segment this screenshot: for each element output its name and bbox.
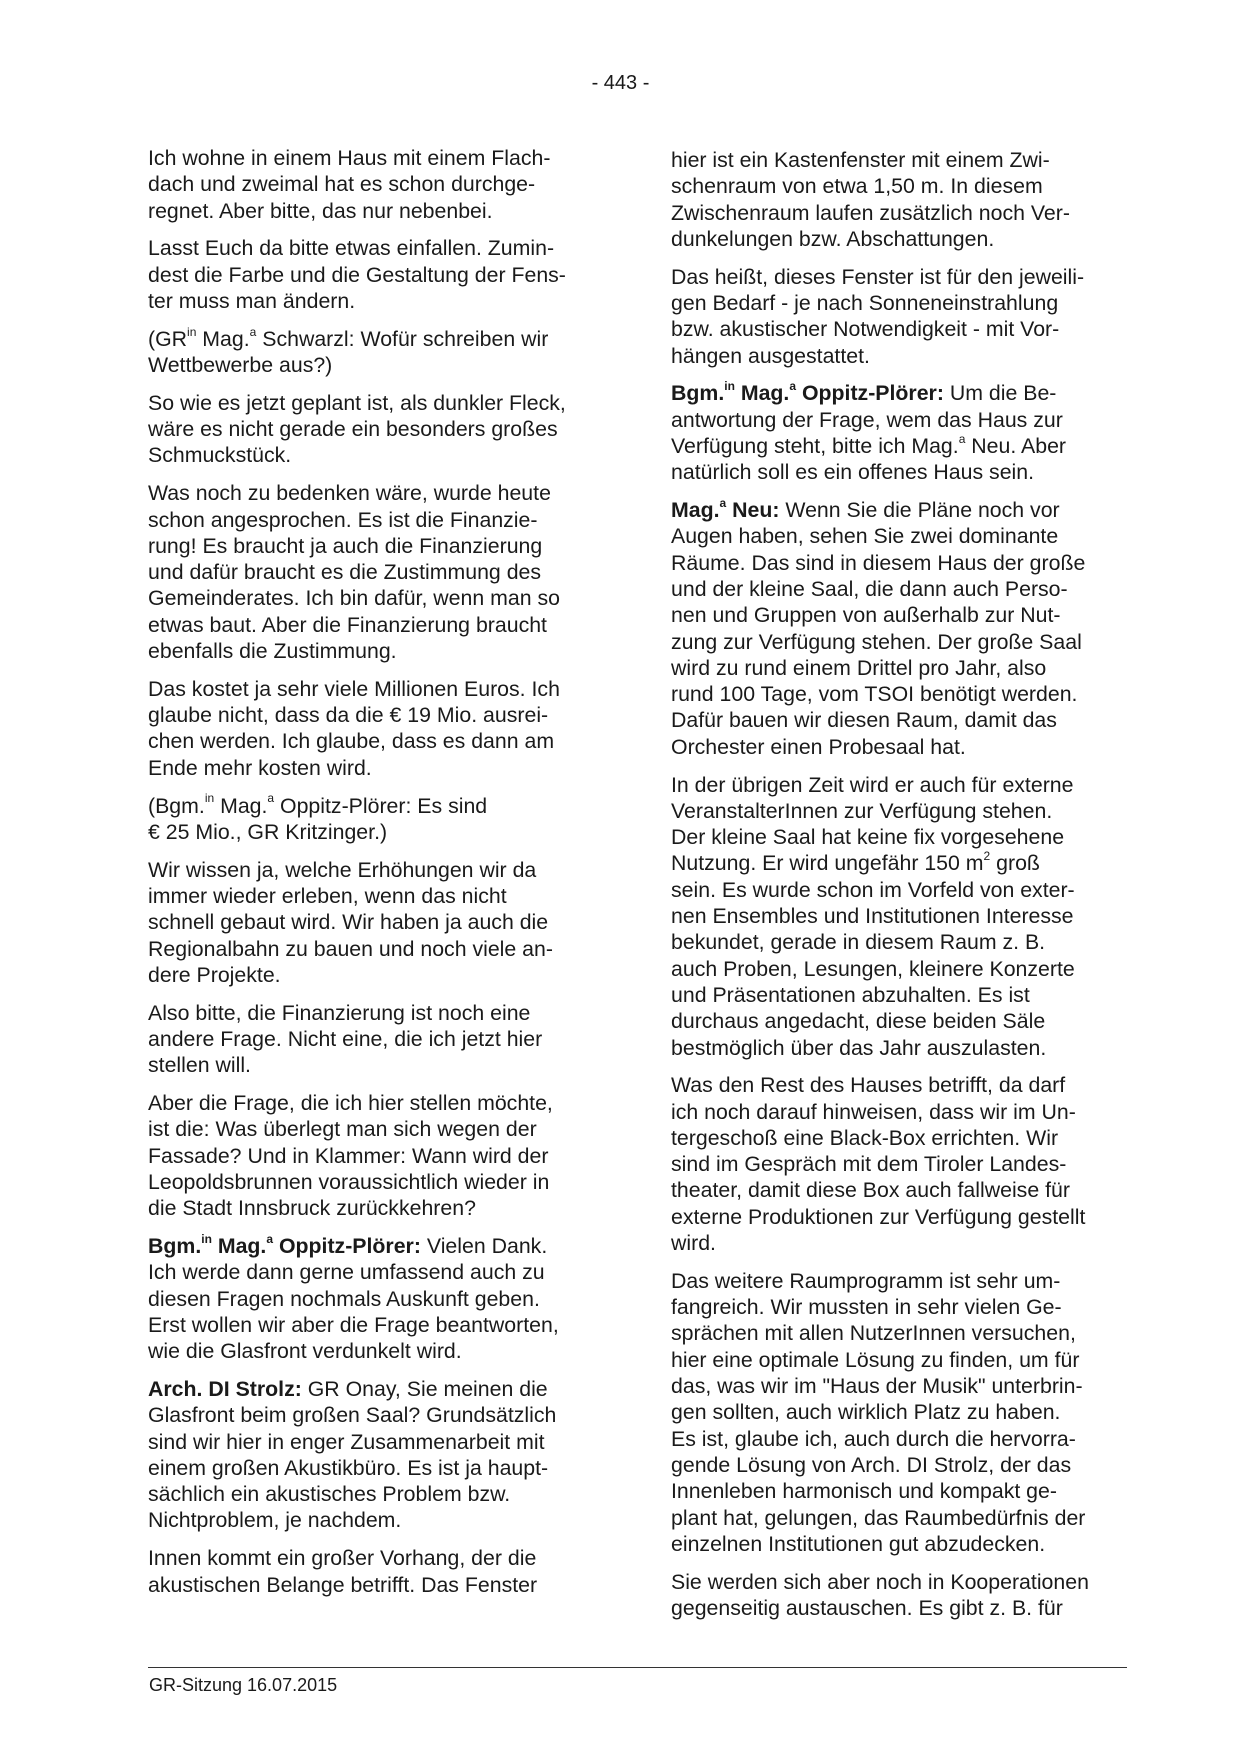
text-run: Mag. — [734, 381, 790, 406]
page-number: - 443 - — [591, 72, 650, 94]
text-line: rung! Es braucht ja auch die Finanzierung — [148, 533, 543, 558]
superscript: a — [719, 495, 727, 510]
paragraph — [671, 264, 1123, 369]
text-line: ich noch darauf hinweisen, dass wir im Un- — [671, 1099, 1076, 1124]
paragraph — [671, 497, 1123, 760]
text-run: Mag. — [211, 1233, 267, 1258]
text-line: Fassade? Und in Klammer: Wann wird der — [148, 1143, 549, 1168]
text-run: VeranstalterInnen zur Verfügung stehen. — [671, 798, 1053, 823]
text-line: So wie es jetzt geplant ist, als dunkler Fleck, — [148, 390, 566, 415]
paragraph — [148, 480, 600, 664]
text-run: Mag. — [196, 326, 250, 351]
text-line: schon angesprochen. Es ist die Finanzie- — [148, 507, 538, 532]
text-line: wäre es nicht gerade ein besonders großes — [148, 417, 558, 442]
text-line: Was noch zu bedenken wäre, wurde heute — [148, 481, 551, 506]
text-run: Wenn Sie die Pläne noch vor — [779, 498, 1060, 523]
text-run: Erst wollen wir aber die Frage beantworten, — [148, 1312, 559, 1337]
text-line: einzelnen Institutionen gut abzudecken. — [671, 1531, 1046, 1556]
paragraph — [671, 1569, 1123, 1622]
superscript: a — [266, 1231, 274, 1246]
text-line: gen Bedarf - je nach Sonneneinstrahlung — [671, 290, 1059, 315]
superscript: a — [789, 379, 797, 394]
superscript: in — [201, 1231, 212, 1246]
text-line: wird. — [671, 1231, 716, 1256]
text-line: Leopoldsbrunnen voraussichtlich wieder in — [148, 1169, 550, 1194]
text-line: Innenleben harmonisch und kompakt ge- — [671, 1479, 1057, 1504]
text-run: und Präsentationen abzuhalten. Es ist — [671, 982, 1030, 1007]
paragraph — [148, 235, 600, 314]
text-run: Orchester einen Probesaal hat. — [671, 734, 966, 759]
text-line: dest die Farbe und die Gestaltung der Fens- — [148, 262, 566, 287]
paragraph — [148, 326, 600, 379]
text-run: Neu: — [726, 498, 780, 523]
superscript: a — [249, 324, 257, 339]
text-line: Regionalbahn zu bauen und noch viele an- — [148, 936, 553, 961]
paragraph — [148, 390, 600, 469]
text-run: Der kleine Saal hat keine fix vorgesehene — [671, 825, 1065, 850]
text-line: hier eine optimale Lösung zu finden, um für — [671, 1347, 1080, 1372]
text-line: dach und zweimal hat es schon durchge- — [148, 172, 536, 197]
text-line: sind im Gespräch mit dem Tiroler Landes- — [671, 1152, 1067, 1177]
text-run: Arch. DI Strolz: — [148, 1376, 302, 1401]
left-column — [148, 145, 600, 1609]
text-line: ter muss man ändern. — [148, 288, 356, 313]
paragraph — [148, 676, 600, 781]
text-run: zung zur Verfügung stehen. Der große Saal — [671, 629, 1082, 654]
text-line: externe Produktionen zur Verfügung gestellt — [671, 1204, 1086, 1229]
text-run: € 25 Mio., GR Kritzinger.) — [148, 819, 388, 844]
text-run: Nutzung. Er wird ungefähr 150 m — [671, 851, 984, 876]
text-line: Das heißt, dieses Fenster ist für den jeweili- — [671, 264, 1085, 289]
text-run: Räume. Das sind in diesem Haus der große — [671, 550, 1086, 575]
text-run: diesen Fragen nochmals Auskunft geben. — [148, 1286, 540, 1311]
text-line: Also bitte, die Finanzierung ist noch eine — [148, 1000, 531, 1025]
text-run: Ich werde dann gerne umfassend auch zu — [148, 1260, 545, 1285]
text-line: etwas baut. Aber die Finanzierung braucht — [148, 612, 547, 637]
text-run: Vielen Dank. — [420, 1233, 548, 1258]
text-line: gegenseitig austauschen. Es gibt z. B. für — [671, 1595, 1063, 1620]
text-line: gende Lösung von Arch. DI Strolz, der das — [671, 1452, 1072, 1477]
text-run: In der übrigen Zeit wird er auch für externe — [671, 772, 1074, 797]
text-line: akustischen Belange betrifft. Das Fenster — [148, 1572, 538, 1597]
text-run: Wettbewerbe aus?) — [148, 353, 333, 378]
text-line: dere Projekte. — [148, 962, 281, 987]
text-run: Schwarzl: Wofür schreiben wir — [256, 326, 549, 351]
text-run: sein. Es wurde schon im Vorfeld von exter- — [671, 877, 1075, 902]
text-line: schnell gebaut wird. Wir haben ja auch die — [148, 910, 549, 935]
text-run: einem großen Akustikbüro. Es ist ja haupt- — [148, 1455, 549, 1480]
text-line: Ich wohne in einem Haus mit einem Flach- — [148, 146, 551, 170]
text-run: wie die Glasfront verdunkelt wird. — [148, 1339, 462, 1364]
text-run: Um die Be- — [943, 381, 1057, 406]
text-line: fangreich. Wir mussten in sehr vielen Ge- — [671, 1295, 1062, 1320]
text-line: sprächen mit allen NutzerInnen versuchen, — [671, 1321, 1076, 1346]
text-line: Innen kommt ein großer Vorhang, der die — [148, 1546, 537, 1571]
text-run: Mag. — [671, 498, 720, 523]
right-column — [671, 147, 1123, 1633]
footer-session-date: GR-Sitzung 16.07.2015 — [149, 1675, 338, 1695]
text-run: sind wir hier in enger Zusammenarbeit mit — [148, 1429, 545, 1454]
paragraph — [671, 772, 1123, 1061]
text-line: Das kostet ja sehr viele Millionen Euros. Ich — [148, 676, 560, 701]
text-run: Glasfront beim großen Saal? Grundsätzlich — [148, 1403, 557, 1428]
text-run: durchaus angedacht, diese beiden Säle — [671, 1009, 1046, 1034]
text-run: Neu. Aber — [965, 433, 1067, 458]
text-run: auch Proben, Lesungen, kleinere Konzerte — [671, 956, 1075, 981]
superscript: a — [267, 791, 275, 806]
text-run: (GR — [148, 326, 188, 351]
text-run: antwortung der Frage, wem das Haus zur — [671, 407, 1063, 432]
text-run: bestmöglich über das Jahr auszulasten. — [671, 1035, 1047, 1060]
text-line: Gemeinderates. Ich bin dafür, wenn man so — [148, 586, 560, 611]
text-line: hängen ausgestattet. — [671, 343, 870, 368]
text-run: Verfügung steht, bitte ich Mag. — [671, 433, 959, 458]
text-run: nen und Gruppen von außerhalb zur Nut- — [671, 603, 1061, 628]
paragraph — [148, 1090, 600, 1221]
text-run: Bgm. — [671, 381, 725, 406]
text-line: Das weitere Raumprogramm ist sehr um- — [671, 1268, 1061, 1293]
text-line: immer wieder erleben, wenn das nicht — [148, 883, 507, 908]
text-run: rund 100 Tage, vom TSOI benötigt werden. — [671, 682, 1078, 707]
text-line: Zwischenraum laufen zusätzlich noch Ver- — [671, 200, 1070, 225]
text-line: ebenfalls die Zustimmung. — [148, 639, 397, 664]
text-run: sächlich ein akustisches Problem bzw. — [148, 1482, 511, 1507]
text-line: bzw. akustischer Notwendigkeit - mit Vor- — [671, 317, 1060, 342]
paragraph — [671, 1268, 1123, 1557]
text-line: tergeschoß eine Black-Box errichten. Wir — [671, 1125, 1059, 1150]
text-line: Aber die Frage, die ich hier stellen möchte, — [148, 1091, 553, 1115]
paragraph — [148, 1233, 600, 1364]
text-line: gen sollten, auch wirklich Platz zu haben. — [671, 1400, 1061, 1425]
text-line: Es ist, glaube ich, auch durch die hervorra- — [671, 1426, 1076, 1451]
paragraph — [671, 147, 1123, 252]
superscript: in — [724, 379, 735, 394]
paragraph — [671, 1072, 1123, 1256]
text-line: Was den Rest des Hauses betrifft, da darf — [671, 1073, 1066, 1098]
text-line: regnet. Aber bitte, das nur nebenbei. — [148, 198, 493, 223]
text-run: nen Ensembles und Institutionen Interesse — [671, 904, 1074, 929]
footer-divider — [148, 1667, 1127, 1668]
text-line: stellen will. — [148, 1053, 251, 1078]
text-line: Sie werden sich aber noch in Kooperationen — [671, 1569, 1089, 1594]
text-line: ist die: Was überlegt man sich wegen der — [148, 1117, 537, 1142]
text-line: plant hat, gelungen, das Raumbedürfnis der — [671, 1505, 1086, 1530]
text-run: bekundet, gerade in diesem Raum z. B. — [671, 930, 1046, 955]
text-line: chen werden. Ich glaube, dass es dann am — [148, 729, 555, 754]
paragraph — [148, 1376, 600, 1534]
text-line: schenraum von etwa 1,50 m. In diesem — [671, 174, 1043, 199]
text-line: Lasst Euch da bitte etwas einfallen. Zumin- — [148, 236, 555, 261]
text-line: das, was wir im "Haus der Musik" unterbrin- — [671, 1374, 1083, 1399]
superscript: a — [958, 431, 966, 446]
superscript: in — [204, 791, 215, 806]
text-line: dunkelungen bzw. Abschattungen. — [671, 226, 995, 251]
text-run: groß — [990, 851, 1040, 876]
text-run: Oppitz-Plörer: — [273, 1233, 421, 1258]
text-run: und der kleine Saal, die dann auch Perso- — [671, 576, 1068, 601]
text-line: andere Frage. Nicht eine, die ich jetzt hier — [148, 1026, 543, 1051]
text-run: Nichtproblem, je nachdem. — [148, 1508, 402, 1533]
text-run: Bgm. — [148, 1233, 202, 1258]
text-line: und dafür braucht es die Zustimmung des — [148, 560, 542, 585]
text-run: Mag. — [214, 793, 268, 818]
superscript: 2 — [983, 849, 991, 864]
paragraph — [148, 857, 600, 988]
text-run: Dafür bauen wir diesen Raum, damit das — [671, 708, 1057, 733]
text-run: Augen haben, sehen Sie zwei dominante — [671, 524, 1059, 549]
text-line: Ende mehr kosten wird. — [148, 755, 372, 780]
paragraph — [148, 145, 600, 224]
text-line: Schmuckstück. — [148, 443, 292, 468]
text-run: GR Onay, Sie meinen die — [301, 1376, 548, 1401]
text-run: Oppitz-Plörer: Es sind — [274, 793, 488, 818]
paragraph — [671, 380, 1123, 485]
paragraph — [148, 1545, 600, 1598]
text-run: (Bgm. — [148, 793, 205, 818]
text-line: hier ist ein Kastenfenster mit einem Zwi- — [671, 148, 1050, 172]
text-line: die Stadt Innsbruck zurückkehren? — [148, 1196, 476, 1221]
text-line: Wir wissen ja, welche Erhöhungen wir da — [148, 857, 537, 882]
superscript: in — [187, 324, 197, 339]
text-line: glaube nicht, dass da die € 19 Mio. ausrei- — [148, 703, 549, 728]
text-line: theater, damit diese Box auch fallweise für — [671, 1178, 1070, 1203]
paragraph — [148, 1000, 600, 1079]
text-run: wird zu rund einem Drittel pro Jahr, also — [671, 655, 1047, 680]
paragraph — [148, 793, 600, 846]
text-run: natürlich soll es ein offenes Haus sein. — [671, 460, 1035, 485]
text-run: Oppitz-Plörer: — [796, 381, 944, 406]
